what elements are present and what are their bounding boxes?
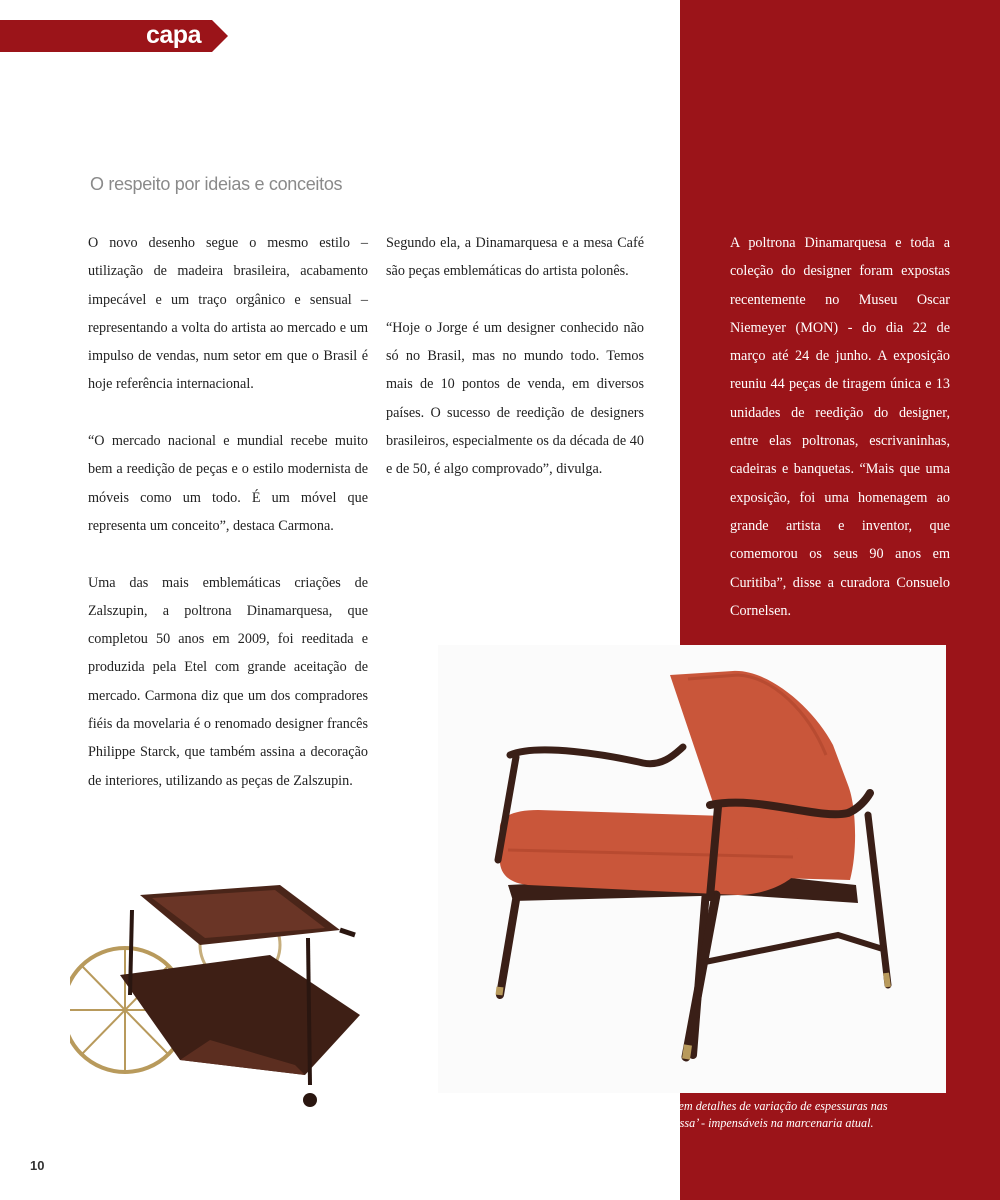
- bar-cart-photo: [70, 860, 370, 1120]
- armchair-photo: [438, 645, 946, 1093]
- section-label: capa: [146, 21, 201, 49]
- page-number: 10: [30, 1158, 45, 1173]
- paragraph: “Hoje o Jorge é um designer conhecido não só no Brasil, mas no mundo todo. Temos mais de 10 pontos de venda, em diversos países. O sucesso de reedição de designers brasileiros, especialmente os da década de 40 e de 50, é algo comprovado”, divulga.: [386, 319, 644, 478]
- paragraph: A poltrona Dinamarquesa e toda a coleção do designer foram expostas recentemente no Museu Oscar Niemeyer (MON) - do dia 22 de março até 24 de junho. A exposição reuniu 44 peças de tiragem única e 13 unidades de reedição do designer, entre elas poltronas, escrivaninhas, cadeiras e banquetas. “Mais que uma exposição, foi uma homenagem ao grande artista e inventor, que comemorou os seus 90 anos em Curitiba”, disse a curadora Consuelo Cornelsen.: [730, 235, 950, 619]
- bar-cart-illustration: [70, 860, 370, 1120]
- paragraph: Segundo ela, a Dinamarquesa e a mesa Café são peças emblemáticas do artista polonês.: [386, 235, 644, 280]
- section-tab: [0, 20, 230, 52]
- photo-caption: [440, 1098, 946, 1132]
- text-column-left: [88, 229, 368, 795]
- paragraph: O novo desenho segue o mesmo estilo – utilização de madeira brasileira, acabamento impecável e um traço orgânico e sensual – representando a volta do artista ao mercado e um impulso de vendas, num setor em que o Brasil é hoje referência internacional.: [88, 235, 368, 393]
- paragraph: “O mercado nacional e mundial recebe muito bem a reedição de peças e o estilo modernista de móveis como um todo. É um móvel que representa um conceito”, destaca Carmona.: [88, 433, 368, 534]
- text-column-right: [730, 229, 950, 625]
- paragraph: Uma das mais emblemáticas criações de Zalszupin, a poltrona Dinamarquesa, que completou 50 anos em 2009, foi reeditada e produzida pela Etel com grande aceitação de mercado. Carmona diz que um dos compradores fiéis da movelaria é o renomado designer francês Philippe Starck, que também assina a decoração de interiores, utilizando as peças de Zalszupin.: [88, 574, 368, 789]
- caption-line: Poltrona Dinamarquesa, um ícone. Tem detalhes de variação de espessuras nas: [498, 1099, 888, 1113]
- section-subtitle: O respeito por ideias e conceitos: [90, 174, 343, 194]
- text-column-middle: [386, 229, 644, 484]
- caption-line: travessas, que trazem beleza e ‘bossa’ - impensáveis na marcenaria atual.: [512, 1116, 874, 1130]
- armchair-illustration: [438, 645, 946, 1093]
